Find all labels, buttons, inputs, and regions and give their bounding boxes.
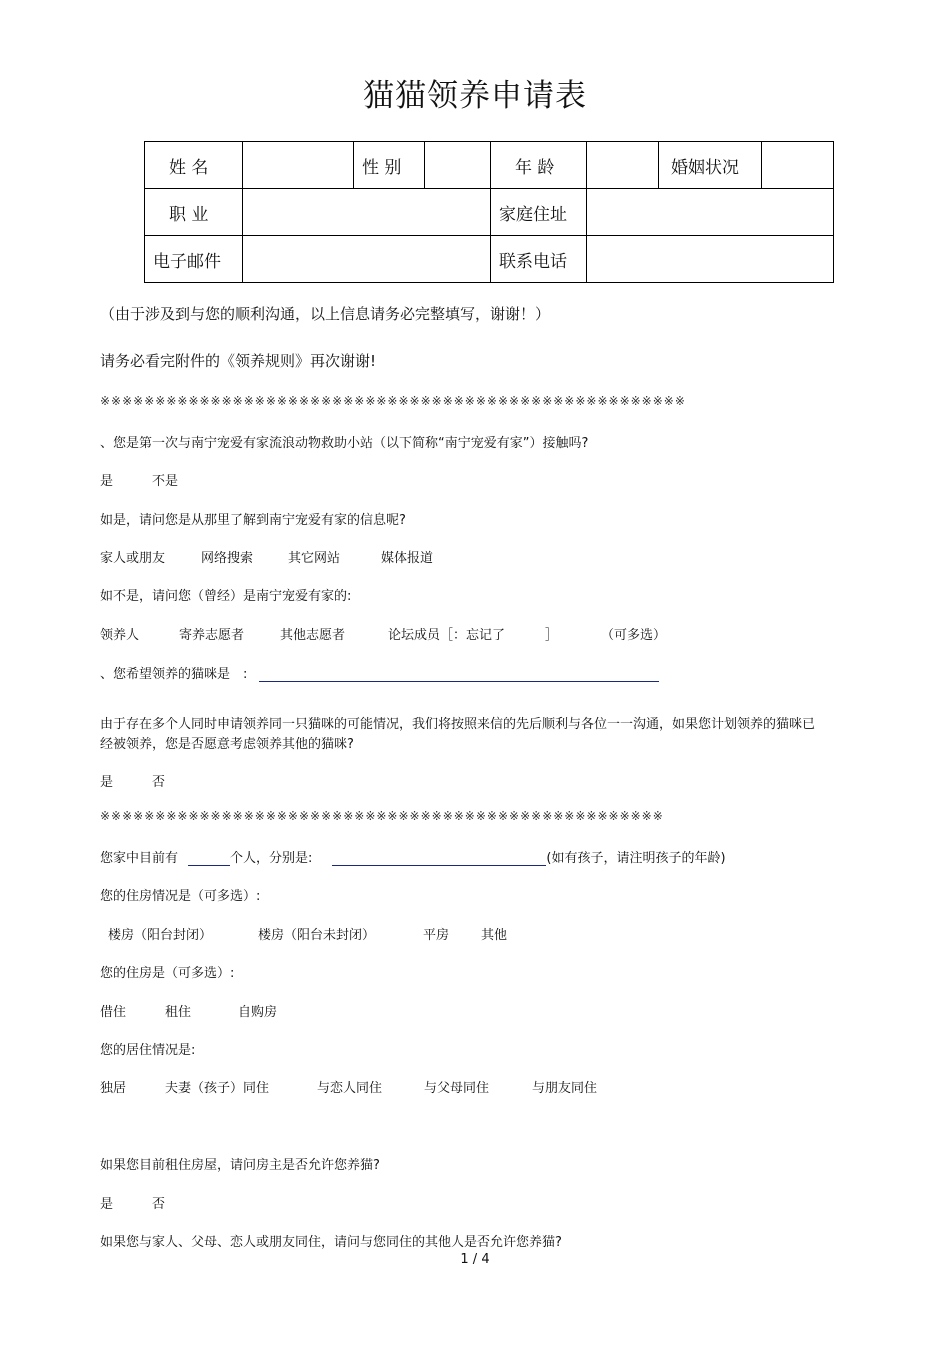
landlord-permission-options	[100, 1193, 165, 1212]
question-landlord-permission: 如果您目前租住房屋，请问房主是否允许您养猫?	[100, 1158, 380, 1173]
household-label-a: 您家中目前有	[100, 851, 179, 866]
question-housing-ownership: 您的住房是（可多选）:	[100, 966, 235, 981]
question-past-role: 如不是，请问您（曾经）是南宁宠爱有家的:	[100, 589, 352, 604]
age-field[interactable]	[587, 142, 659, 189]
option-borrowed[interactable]: 借住	[100, 1005, 127, 1020]
occupation-label: 职 业	[145, 189, 243, 236]
option-other-volunteer[interactable]: 其他志愿者	[280, 628, 346, 643]
option-partner[interactable]: 与恋人同住	[317, 1081, 383, 1096]
option-yes[interactable]: 是	[100, 1197, 114, 1212]
occupation-field[interactable]	[243, 189, 491, 236]
email-label: 电子邮件	[145, 236, 243, 283]
household-label-b: 个人，分别是:	[230, 851, 313, 866]
marital-status-label: 婚姻状况	[659, 142, 762, 189]
marital-status-field[interactable]	[762, 142, 834, 189]
desired-cat-input[interactable]	[259, 667, 659, 682]
option-rented[interactable]: 租住	[165, 1005, 192, 1020]
question-first-contact: 、您是第一次与南宁宠爱有家流浪动物救助小站（以下简称“南宁宠爱有家”）接触吗?	[100, 436, 589, 451]
address-label: 家庭住址	[491, 189, 587, 236]
living-situation-options	[100, 1077, 597, 1096]
past-role-options	[100, 624, 666, 643]
question-household	[100, 847, 726, 866]
option-alone[interactable]: 独居	[100, 1081, 127, 1096]
question-cohabitant-permission: 如果您与家人、父母、恋人或朋友同住，请问与您同住的其他人是否允许您养猫?	[100, 1235, 562, 1250]
option-other[interactable]: 其他	[481, 928, 508, 943]
question-desired-cat	[100, 663, 659, 682]
option-media[interactable]: 媒体报道	[381, 551, 434, 566]
bracket-close: ］	[545, 628, 559, 643]
housing-ownership-options	[100, 1001, 277, 1020]
option-no[interactable]: 否	[152, 1197, 166, 1212]
option-forum-member[interactable]: 论坛成员［：忘记了	[388, 628, 506, 643]
question-source: 如是，请问您是从那里了解到南宁宠爱有家的信息呢?	[100, 513, 406, 528]
separator-stars-2: ※※※※※※※※※※※※※※※※※※※※※※※※※※※※※※※※※※※※※※※※※※※※※※※※※※※	[100, 809, 664, 823]
option-bungalow[interactable]: 平房	[423, 928, 450, 943]
option-owned[interactable]: 自购房	[238, 1005, 278, 1020]
option-other-sites[interactable]: 其它网站	[288, 551, 341, 566]
option-friends[interactable]: 与朋友同住	[532, 1081, 598, 1096]
separator-stars-1: ※※※※※※※※※※※※※※※※※※※※※※※※※※※※※※※※※※※※※※※※※※※※※※※※※※※※※	[100, 394, 686, 408]
multiple-applicants-note: 由于存在多个人同时申请领养同一只猫咪的可能情况，我们将按照来信的先后顺利与各位一一沟通，如果您计划领养的猫咪已经被领养，您是否愿意考虑领养其他的猫咪?	[100, 717, 816, 752]
address-field[interactable]	[587, 189, 834, 236]
multi-select-note: （可多选）	[601, 628, 667, 643]
option-yes[interactable]: 是	[100, 775, 114, 790]
question-living-situation: 您的居住情况是:	[100, 1043, 196, 1058]
option-no[interactable]: 否	[152, 775, 166, 790]
applicant-info-table	[144, 141, 834, 283]
household-count-input[interactable]	[188, 851, 230, 866]
name-label: 姓 名	[145, 142, 243, 189]
household-members-input[interactable]	[332, 851, 546, 866]
consider-other-options	[100, 771, 165, 790]
household-children-note: (如有孩子，请注明孩子的年龄)	[546, 851, 726, 866]
option-no[interactable]: 不是	[152, 474, 179, 489]
option-spouse-children[interactable]: 夫妻（孩子）同住	[165, 1081, 270, 1096]
option-family-friends[interactable]: 家人或朋友	[100, 551, 166, 566]
option-parents[interactable]: 与父母同住	[424, 1081, 490, 1096]
phone-field[interactable]	[587, 236, 834, 283]
gender-field[interactable]	[425, 142, 491, 189]
option-web-search[interactable]: 网络搜索	[201, 551, 254, 566]
option-apartment-open-balcony[interactable]: 楼房（阳台未封闭）	[258, 928, 376, 943]
option-adopter[interactable]: 领养人	[100, 628, 140, 643]
phone-label: 联系电话	[491, 236, 587, 283]
option-apartment-closed-balcony[interactable]: 楼房（阳台封闭）	[108, 928, 213, 943]
age-label: 年 龄	[491, 142, 587, 189]
option-yes[interactable]: 是	[100, 474, 114, 489]
question-housing-type: 您的住房情况是（可多选）:	[100, 889, 261, 904]
info-note: （由于涉及到与您的顺利沟通，以上信息请务必完整填写，谢谢！）	[100, 305, 551, 323]
page-title: 猫猫领养申请表	[363, 78, 587, 114]
desired-cat-label: 、您希望领养的猫咪是 :	[100, 667, 248, 682]
page-number: 1 / 4	[460, 1252, 490, 1267]
rules-note: 请务必看完附件的《领养规则》再次谢谢!	[100, 352, 377, 370]
email-field[interactable]	[243, 236, 491, 283]
source-options	[100, 547, 433, 566]
housing-type-options	[108, 924, 507, 943]
name-field[interactable]	[243, 142, 354, 189]
gender-label: 性 别	[354, 142, 425, 189]
option-foster-volunteer[interactable]: 寄养志愿者	[179, 628, 245, 643]
first-contact-options	[100, 470, 178, 489]
